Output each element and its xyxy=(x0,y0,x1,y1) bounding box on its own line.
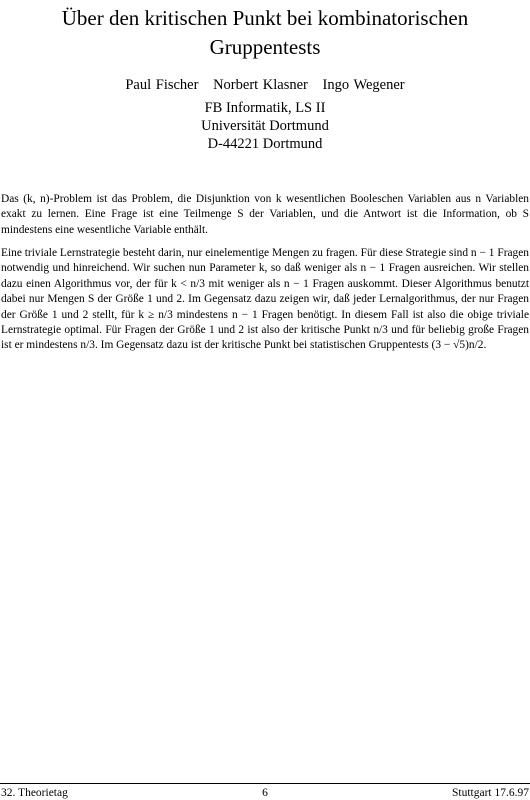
footer-place-date: Stuttgart 17.6.97 xyxy=(452,787,529,799)
author-name: Norbert Klasner xyxy=(213,77,308,93)
affiliation xyxy=(0,99,530,153)
author-list xyxy=(0,76,530,94)
affiliation-line-2: Universität Dortmund xyxy=(201,118,329,134)
footer-event: 32. Theorietag xyxy=(1,787,68,799)
title-line-1: Über den kritischen Punkt bei kombinatorischen xyxy=(61,6,469,30)
author-name: Ingo Wegener xyxy=(322,77,405,93)
abstract-paragraph-1: Das (k, n)-Problem ist das Problem, die Disjunktion von k wesentlichen Booleschen Variablen aus n Variablen exakt zu lernen. Eine Frage ist eine Teilmenge S der Variablen, und die Antwort ist die Information, ob S mindestens eine wesentliche Variable enthält. xyxy=(1,193,529,236)
paper-title xyxy=(0,4,530,62)
author-name: Paul Fischer xyxy=(125,77,199,93)
affiliation-line-3: D-44221 Dortmund xyxy=(207,136,323,152)
page-number: 6 xyxy=(262,787,268,799)
footer-divider xyxy=(0,783,530,784)
abstract-paragraph-2: Eine triviale Lernstrategie besteht darin, nur einelementige Mengen zu fragen. Für diese Strategie sind n − 1 Fragen notwendig und hinreichend. Wir suchen nun Parameter k, so daß weniger als n − 1 Fragen ausreichen. Wir stellen dazu einen Algorithmus vor, der für k < n/3 mit weniger als n − 1 Fragen auskommt. Dieser Algorithmus benutzt dabei nur Mengen S der Größe 1 und 2. Im Gegensatz dazu zeigen wir, daß jeder Lernalgorithmus, der nur Fragen der Größe 1 und 2 stellt, für k ≥ n/3 mindestens n − 1 Fragen benötigt. In diesem Fall ist also die obige triviale Lernstrategie optimal. Für Fragen der Größe 1 und 2 ist also der kritische Punkt n/3 und für beliebig große Fragen ist er mindestens n/3. Im Gegensatz dazu ist der kritische Punkt bei statistischen Gruppentests (3 − √5)n/2. xyxy=(1,247,529,352)
affiliation-line-1: FB Informatik, LS II xyxy=(204,100,326,116)
title-line-2: Gruppentests xyxy=(209,35,321,59)
